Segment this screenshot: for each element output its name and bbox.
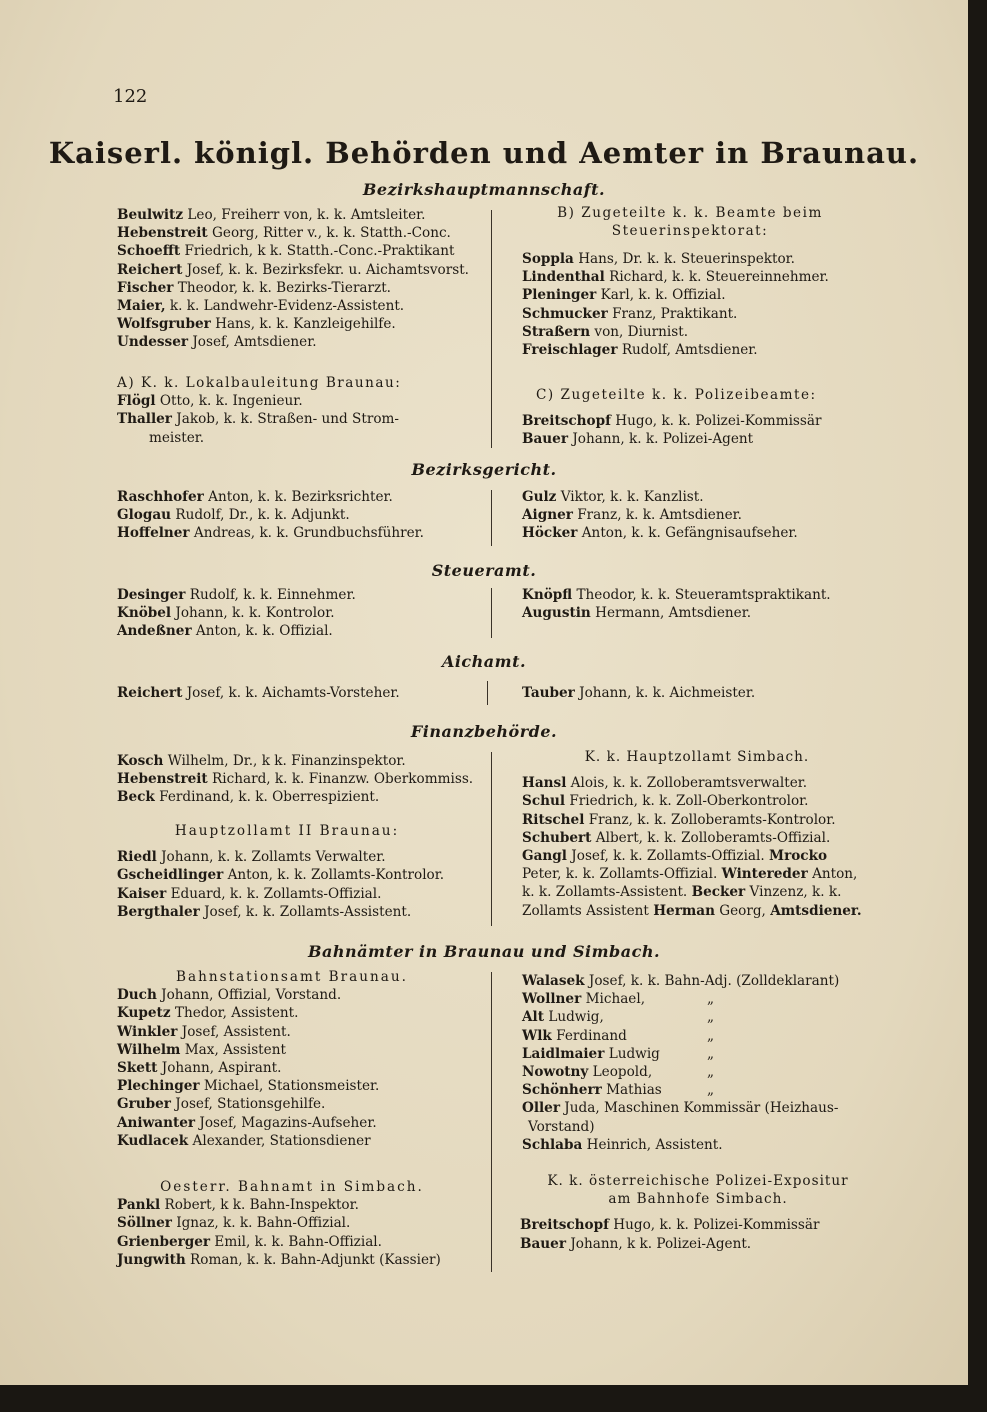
list-item: Walasek Josef, k. k. Bahn-Adj. (Zolldeklarant) [522, 973, 840, 989]
list-item: Söllner Ignaz, k. k. Bahn-Offizial. [117, 1215, 351, 1232]
fb-hauptzollamt-braunau [117, 822, 457, 921]
list-item: Schmucker Franz, Praktikant. [522, 305, 738, 322]
list-item: Freischlager Rudolf, Amtsdiener. [522, 342, 758, 359]
section-title-bahnaemter: Bahnämter in Braunau und Simbach. [307, 942, 661, 961]
list-item: Schlaba Heinrich, Assistent. [522, 1136, 723, 1153]
list-item: Kupetz Thedor, Assistent. [117, 1005, 299, 1022]
list-item: Hansl Alois, k. k. Zolloberamtsverwalter. [522, 775, 808, 792]
list-item: Alt Ludwig, „ [522, 1009, 715, 1026]
list-item: Riedl Johann, k. k. Zollamts Verwalter. [117, 849, 386, 866]
list-item: Soppla Hans, Dr. k. k. Steuerinspektor. [522, 251, 795, 267]
fb-hauptzollamt-simbach [522, 748, 872, 920]
list-item: Breitschopf Hugo, k. k. Polizei-Kommissär [520, 1217, 820, 1234]
list-item: Lindenthal Richard, k. k. Steuereinnehmer. [522, 269, 829, 286]
list-item: Gangl Josef, k. k. Zollamts-Offizial. Mrocko [522, 848, 828, 865]
list-item: Reichert Josef, k. k. Aichamts-Vorsteher. [117, 685, 400, 701]
list-item: Aigner Franz, k. k. Amtsdiener. [522, 507, 742, 524]
column-divider [487, 681, 488, 705]
list-item: Skett Johann, Aspirant. [117, 1060, 282, 1077]
page-title: Kaiserl. königl. Behörden und Aemter in Braunau. [48, 136, 920, 170]
list-item: Bauer Johann, k k. Polizei-Agent. [520, 1235, 752, 1252]
list-item: Beulwitz Leo, Freiherr von, k. k. Amtsleiter. [117, 207, 426, 223]
section-title-steueramt: Steueramt. [431, 561, 537, 580]
page-number: 122 [113, 86, 148, 107]
section-title-aichamt: Aichamt. [441, 652, 527, 671]
list-item: Aniwanter Josef, Magazins-Aufseher. [117, 1114, 377, 1131]
subsection-heading: Hauptzollamt II Braunau: [174, 823, 400, 839]
list-item: Duch Johann, Offizial, Vorstand. [117, 987, 342, 1004]
column-divider [491, 972, 492, 1272]
aa-right-column [522, 684, 755, 702]
list-item: Fischer Theodor, k. k. Bezirks-Tierarzt. [117, 279, 391, 296]
subsection-heading: Bahnstationsamt Braunau. [176, 969, 408, 985]
list-item: Augustin Hermann, Amtsdiener. [522, 605, 752, 622]
column-divider [491, 210, 492, 448]
ba-polizei-expositur [520, 1172, 876, 1253]
list-item: Kaiser Eduard, k. k. Zollamts-Offizial. [117, 885, 382, 902]
list-item: Laidlmaier Ludwig „ [522, 1045, 715, 1062]
list-item: Tauber Johann, k. k. Aichmeister. [522, 685, 756, 701]
list-item: Schubert Albert, k. k. Zolloberamts-Offizial. [522, 829, 831, 846]
column-divider [491, 588, 492, 638]
list-item: Wlk Ferdinand „ [522, 1027, 715, 1044]
list-item: Bauer Johann, k. k. Polizei-Agent [522, 431, 754, 448]
subsection-heading: B) Zugeteilte k. k. Beamte beim Steuerinspektorat: [557, 205, 823, 240]
list-item: Beck Ferdinand, k. k. Oberrespizient. [117, 789, 380, 806]
list-item: Knöbel Johann, k. k. Kontrolor. [117, 605, 335, 622]
sa-left-column [117, 586, 356, 641]
list-item: Zollamts Assistent Herman Georg, Amtsdiener. [522, 902, 862, 919]
bh-polizeibeamte [522, 412, 821, 448]
subsection-heading: K. k. Hauptzollamt Simbach. [584, 749, 810, 765]
list-item: Schönherr Mathias „ [522, 1082, 715, 1099]
list-item: Pankl Robert, k k. Bahn-Inspektor. [117, 1197, 359, 1214]
subsection-heading: K. k. österreichische Polizei-Expositur [547, 1173, 849, 1189]
list-item: Kosch Wilhelm, Dr., k k. Finanzinspektor. [117, 753, 406, 769]
sa-right-column [522, 586, 831, 622]
list-item: Raschhofer Anton, k. k. Bezirksrichter. [117, 489, 393, 505]
subsection-heading: A) K. k. Lokalbauleitung Braunau: [117, 375, 402, 391]
subsection-heading: C) Zugeteilte k. k. Polizeibeamte: [536, 387, 817, 403]
subsection-heading: Oesterr. Bahnamt in Simbach. [160, 1179, 424, 1195]
bg-right-column [522, 488, 798, 543]
list-item: Peter, k. k. Zollamts-Offizial. Wintereder Anton, [522, 866, 858, 883]
list-item: Wilhelm Max, Assistent [117, 1041, 286, 1058]
column-divider [491, 752, 492, 926]
section-title-finanzbehoerde: Finanzbehörde. [410, 722, 558, 741]
subsection-heading: am Bahnhofe Simbach. [608, 1191, 788, 1208]
ba-bahnamt-simbach [117, 1178, 467, 1269]
list-item: Ritschel Franz, k. k. Zolloberamts-Kontrolor. [522, 811, 836, 828]
list-item: Nowotny Leopold, „ [522, 1064, 715, 1081]
list-item-continuation: Vorstand) [528, 1118, 595, 1135]
section-title-bezirkshauptmannschaft: Bezirkshauptmannschaft. [362, 180, 606, 199]
fb-left-column [117, 752, 473, 807]
list-item: Wolfsgruber Hans, k. k. Kanzleigehilfe. [117, 316, 396, 333]
ba-bahnstationsamt-braunau [117, 968, 467, 1150]
list-item: Andeßner Anton, k. k. Offizial. [117, 623, 333, 640]
section-title-bezirksgericht: Bezirksgericht. [411, 460, 557, 479]
ba-right-column [522, 972, 839, 1154]
list-item: Wollner Michael, „ [522, 991, 715, 1008]
list-item: Grienberger Emil, k. k. Bahn-Offizial. [117, 1233, 382, 1250]
list-item: Winkler Josef, Assistent. [117, 1023, 291, 1040]
list-item: Hebenstreit Georg, Ritter v., k. k. Statth.-Conc. [117, 225, 451, 242]
list-item: k. k. Zollamts-Assistent. Becker Vinzenz, k. k. [522, 884, 842, 901]
list-item: Hoffelner Andreas, k. k. Grundbuchsführer. [117, 525, 424, 542]
bh-steuerinspektorat [522, 250, 829, 359]
list-item: Schul Friedrich, k. k. Zoll-Oberkontrolor. [522, 793, 809, 810]
list-item: Breitschopf Hugo, k. k. Polizei-Kommissär [522, 413, 822, 429]
list-item: Kudlacek Alexander, Stationsdiener [117, 1132, 371, 1149]
list-item: Undesser Josef, Amtsdiener. [117, 334, 317, 351]
list-item: Straßern von, Diurnist. [522, 323, 689, 340]
list-item: Bergthaler Josef, k. k. Zollamts-Assistent. [117, 903, 412, 920]
bh-left-column [117, 206, 469, 352]
list-item: Reichert Josef, k. k. Bezirksfekr. u. Aichamtsvorst. [117, 261, 469, 278]
bg-left-column [117, 488, 424, 543]
list-item: Desinger Rudolf, k. k. Einnehmer. [117, 587, 356, 603]
list-item: Oller Juda, Maschinen Kommissär (Heizhaus- [522, 1100, 839, 1117]
list-item: Flögl Otto, k. k. Ingenieur. [117, 393, 303, 410]
column-divider [491, 490, 492, 546]
list-item: Pleninger Karl, k. k. Offizial. [522, 287, 726, 304]
list-item: Thaller Jakob, k. k. Straßen- und Strom- [117, 411, 399, 428]
list-item: Schoefft Friedrich, k k. Statth.-Conc.-Praktikant [117, 243, 455, 260]
list-item: Höcker Anton, k. k. Gefängnisaufseher. [522, 525, 798, 542]
list-item-continuation: meister. [149, 429, 205, 446]
list-item: Plechinger Michael, Stationsmeister. [117, 1078, 380, 1095]
list-item: Gulz Viktor, k. k. Kanzlist. [522, 489, 704, 505]
list-item: Glogau Rudolf, Dr., k. k. Adjunkt. [117, 507, 350, 524]
aa-left-column [117, 684, 400, 702]
list-item: Hebenstreit Richard, k. k. Finanzw. Oberkommiss. [117, 771, 474, 788]
list-item: Gscheidlinger Anton, k. k. Zollamts-Kontrolor. [117, 867, 445, 884]
list-item: Maier, k. k. Landwehr-Evidenz-Assistent. [117, 298, 405, 315]
bh-lokalbauleitung [117, 374, 401, 447]
list-item: Gruber Josef, Stationsgehilfe. [117, 1096, 326, 1113]
list-item: Knöpfl Theodor, k. k. Steueramtspraktikant. [522, 587, 831, 603]
list-item: Jungwith Roman, k. k. Bahn-Adjunkt (Kassier) [117, 1251, 441, 1268]
